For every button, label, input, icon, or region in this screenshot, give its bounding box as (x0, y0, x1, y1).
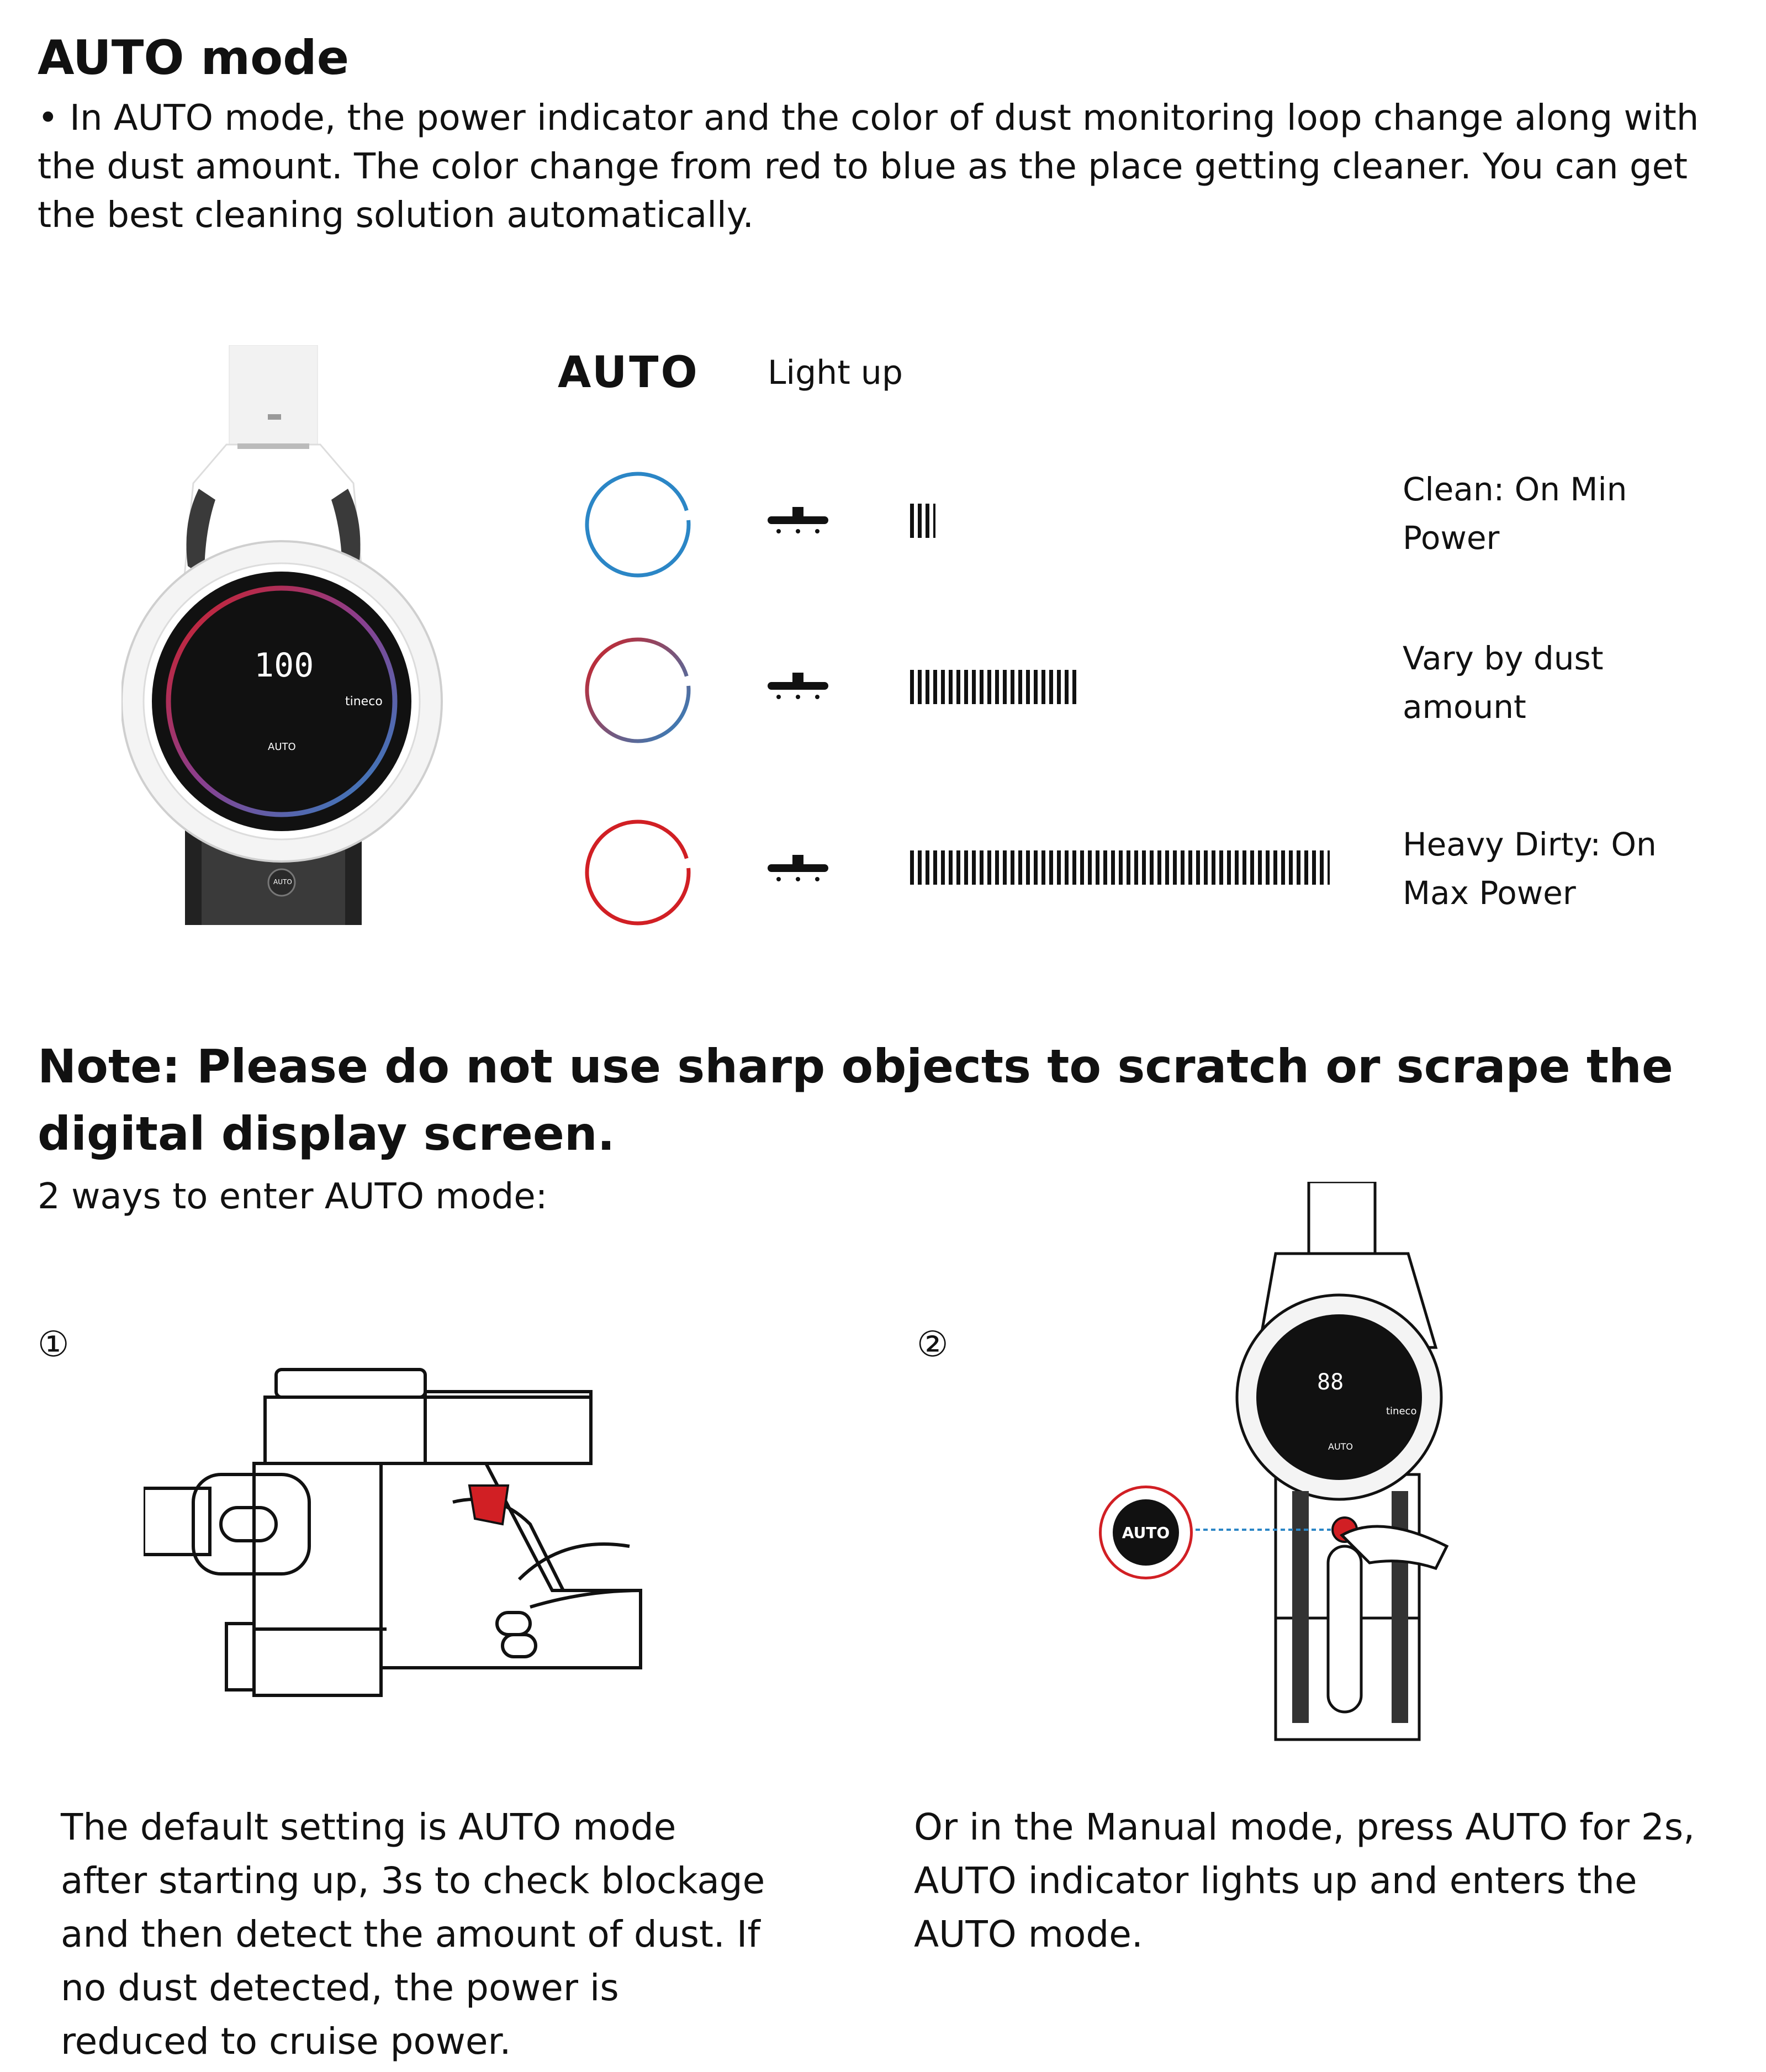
power-level-bar-min (910, 504, 935, 538)
light-up-label: Light up (768, 353, 903, 392)
battery-readout: 100 (254, 646, 314, 685)
level-label-clean: Clean: On Min Power (1403, 471, 1627, 557)
brand-logo: tineco (345, 695, 383, 709)
vacuum-display-illustration (121, 345, 453, 925)
level-label-heavy: Heavy Dirty: On Max Power (1403, 826, 1657, 912)
power-level-bar-variable (910, 670, 1078, 704)
step-number-2: ② (917, 1324, 949, 1365)
auto-indicator-word: AUTO (558, 348, 700, 398)
ways-intro: 2 ways to enter AUTO mode: (38, 1176, 548, 1217)
way-1-caption: The default setting is AUTO mode after starting up, 3s to check blockage and then detect the amount of dust. If no dust detected, the power is reduced to cruise power. (61, 1806, 765, 2063)
vacuum-trigger-illustration (144, 1359, 657, 1701)
auto-button-callout (1099, 1486, 1193, 1579)
dust-loop-red-blue (583, 635, 693, 746)
floor-brush-icon (768, 503, 834, 536)
mode-readout: AUTO (268, 741, 296, 753)
safety-note: Note: Please do not use sharp objects to scratch or scrape the digital display screen. (38, 1039, 1673, 1161)
step-number-1: ① (38, 1324, 70, 1365)
level-label-vary: Vary by dust amount (1403, 639, 1604, 726)
dust-loop-red (583, 817, 693, 928)
auto-button[interactable]: AUTO (1113, 1499, 1179, 1566)
power-level-bar-max (910, 850, 1330, 885)
way-2-caption: Or in the Manual mode, press AUTO for 2s, AUTO indicator lights up and enters the AUTO mode. (914, 1806, 1695, 1955)
floor-brush-icon (768, 850, 834, 884)
floor-brush-icon (768, 668, 834, 701)
display-digits: 88 (1317, 1370, 1344, 1395)
dust-loop-blue (583, 469, 693, 580)
display-mode: AUTO (1328, 1441, 1353, 1452)
display-brand: tineco (1386, 1405, 1417, 1417)
intro-paragraph: • In AUTO mode, the power indicator and the color of dust monitoring loop change along with the dust amount. The color change from red to blue as the place getting cleaner. You can get the best cleaning solution automatically. (38, 98, 1699, 236)
vacuum-auto-button-illustration (1093, 1182, 1480, 1756)
page-title: AUTO mode (38, 30, 350, 86)
auto-button-label: AUTO (273, 878, 292, 886)
